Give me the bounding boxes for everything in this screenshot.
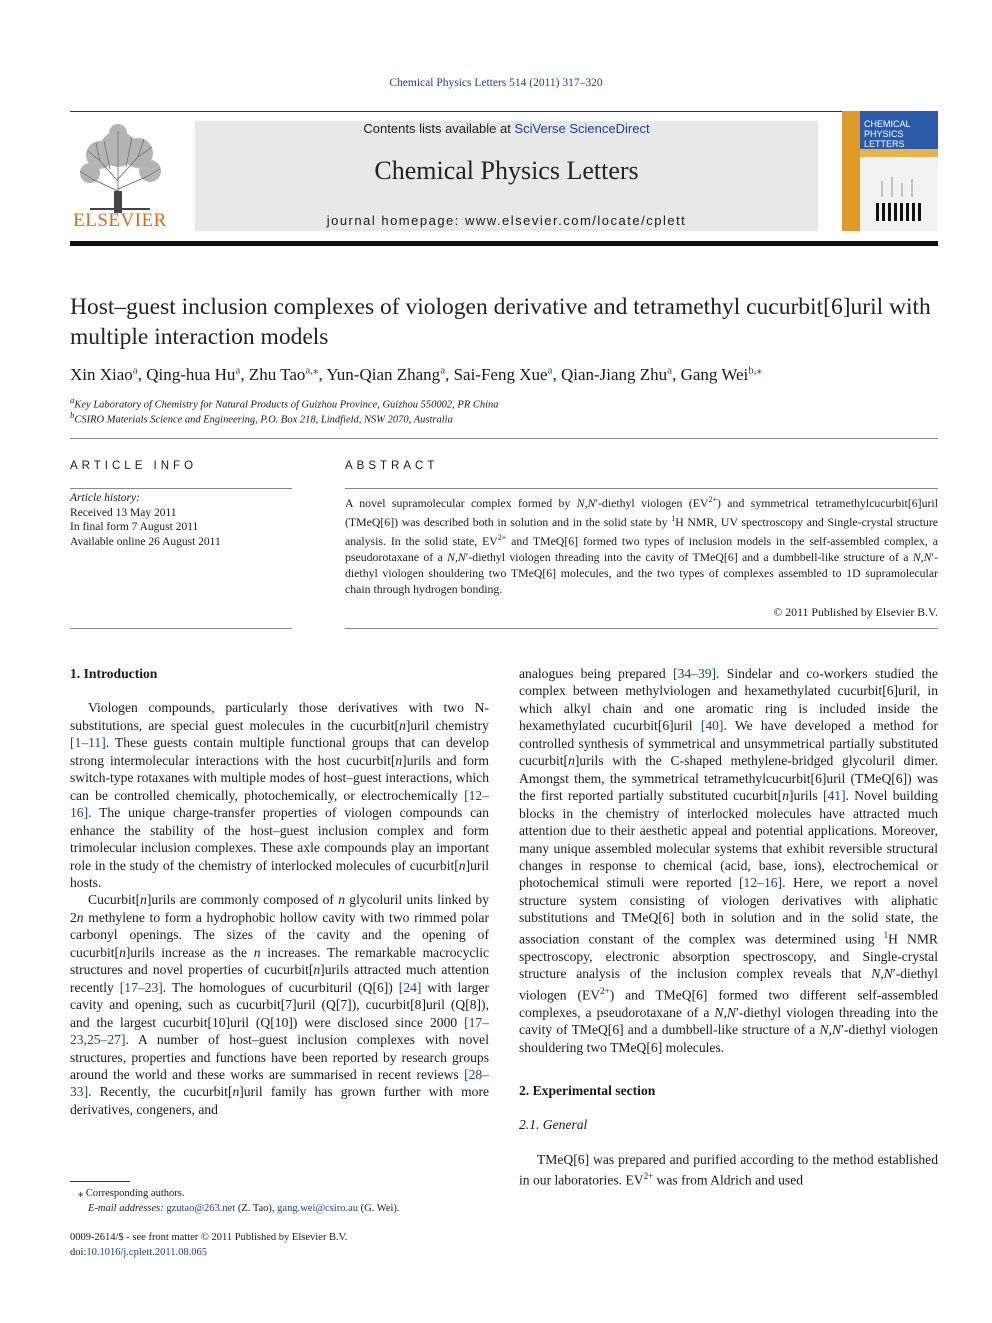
divider	[345, 488, 938, 489]
journal-cover[interactable]	[842, 111, 938, 231]
article-info-heading: ARTICLE INFO	[70, 460, 198, 472]
history-final: In final form 7 August 2011	[70, 521, 199, 533]
article-title: Host–guest inclusion complexes of viologen derivative and tetramethyl cucurbit[6]uril with multiple interaction models	[70, 294, 931, 350]
citation-link[interactable]: [12–16]	[70, 787, 489, 821]
author[interactable]: Qing-hua Hu$^a$,	[146, 364, 245, 384]
journal-reference[interactable]: Chemical Physics Letters 514 (2011) 317–320	[389, 77, 603, 89]
paragraph: analogues being prepared [34–39]. Sindelar and co-workers studied the complex between methylviologen and hexamethylated cucurbit[6]uril, in which alkyl chain and one aromatic ring is included inside the hexamethylated cucurbit[6]uril [40]. We have developed a method for controlled synthesis of symmetrical and unsymmetrical partially substituted cucurbit[n]urils with the C-shaped methylene-bridged glycoluril dimer. Amongst them, the symmetrical tetramethylcucurbit[6]uril (TMeQ[6]) was the first reported partially substituted cucurbit[n]urils [41]. Novel building blocks in the chemistry of interlocked molecules have attracted much attention due to their aesthetic appeal and potential applications. Moreover, many unique assembled molecular systems that exhibit reversible structural changes in response to chemical (acid, base, ions), electrochemical or photochemical stimuli were reported [12–16]. Here, we report a novel structure system consisting of viologen derivatives with aliphatic substitutions and TMeQ[6] both in solution and in the solid state, the association constant of the complex was determined using $^1$H NMR spectroscopy, electronic absorption spectroscopy, and Single-crystal structure analysis of the inclusion complex reveals that N,N′-diethyl viologen $(EV^{2+})$ and TMeQ[6] formed two different self-assembled complexes, a pseudorotaxane of a N,N′-diethyl viologen threading into the cavity of TMeQ[6] and a dumbbell-like structure of a N,N′-diethyl viologen shouldering two TMeQ[6] molecules.	[519, 666, 939, 1055]
email-note: E-mail addresses: gzutao@263.net (Z. Tao), gang.wei@csiro.au (G. Wei).	[88, 1203, 400, 1214]
header-top-rule	[70, 111, 938, 112]
affiliation: $^a$Key Laboratory of Chemistry for Natural Products of Guizhou Province, Guizhou 550002, PR China	[70, 395, 499, 411]
footnote-rule	[70, 1181, 130, 1182]
section-heading: 2. Experimental section	[519, 1083, 656, 1099]
history-received: Received 13 May 2011	[70, 506, 177, 519]
divider	[70, 628, 292, 629]
cover-title-line1: CHEMICAL	[864, 119, 911, 129]
front-matter	[70, 1231, 490, 1260]
abstract-heading: ABSTRACT	[345, 460, 439, 472]
citation-link[interactable]: [40]	[700, 718, 724, 734]
affiliation: $^b$CSIRO Materials Science and Engineering, P.O. Box 218, Lindfield, NSW 2070, Australia	[70, 410, 453, 426]
corresponding-note: ⁎ Corresponding authors.	[78, 1188, 185, 1199]
section-heading: 1. Introduction	[70, 666, 158, 681]
article-history	[70, 491, 292, 549]
email-link[interactable]: gang.wei@csiro.au	[277, 1203, 358, 1214]
journal-homepage[interactable]: journal homepage: www.elsevier.com/locate/cplett	[326, 213, 687, 228]
email-link[interactable]: gzutao@263.net	[166, 1203, 236, 1214]
divider	[70, 488, 292, 489]
citation-link[interactable]: [12–16]	[739, 875, 783, 891]
body-column-left	[70, 665, 489, 1118]
contents-line: Contents lists available at SciVerse ScienceDirect	[363, 121, 650, 136]
journal-title: Chemical Physics Letters	[374, 156, 639, 185]
history-label: Article history:	[70, 492, 140, 504]
author-list	[70, 363, 938, 385]
paragraph: Cucurbit[n]urils are commonly composed of n glycoluril units linked by 2n methylene to form a hydrophobic hollow cavity with two rimmed polar carbonyl openings. The sizes of the cavity and the opening of cucurbit[n]urils increase as the n increases. The remarkable macrocyclic structures and novel properties of cucurbit[n]urils attracted much attention recently [17–23]. The homologues of cucurbituril (Q[6]) [24] with larger cavity and opening, such as cucurbit[7]uril (Q[7]), cucurbit[8]uril (Q[8]), and the largest cucurbit[10]uril (Q[10]) were disclosed since 2000 [17–23,25–27]. A number of host–guest inclusion complexes with novel structures, properties and functions have been reported by research groups around the world and these works are summarised in recent reviews [28–33]. Recently, the cucurbit[n]uril family has grown further with more derivatives, congeners, and	[70, 892, 490, 1117]
paragraph: TMeQ[6] was prepared and purified according to the method established in our laboratories. $EV^{2+}$ was from Aldrich and used	[519, 1151, 938, 1188]
author[interactable]: Xin Xiao$^a$,	[70, 364, 142, 384]
citation-link[interactable]: [34–39]	[673, 666, 717, 681]
paragraph: Viologen compounds, particularly those derivatives with two N-substitutions, are special guest molecules in the cucurbit[n]uril chemistry [1–11]. These guests contain multiple functional groups that can develop strong intermolecular interactions with the host cucurbit[n]urils and form switch-type rotaxanes with multiple modes of host–guest interactions, which can be controlled chemically, photochemically, or electrochemically [12–16]. The unique charge-transfer properties of viologen compounds can enhance the stability of the host–guest inclusion complex and form trimolecular inclusion complexes. These axle compounds play an important role in the study of the chemistry of interlocked molecules of cucurbit[n]uril hosts.	[70, 700, 489, 890]
sciencedirect-link[interactable]: SciVerse ScienceDirect	[514, 121, 650, 136]
elsevier-logo	[70, 121, 170, 233]
doi-line: doi:10.1016/j.cplett.2011.08.065	[70, 1246, 207, 1258]
abstract-text: A novel supramolecular complex formed by N,N′-diethyl viologen $(EV^{2+})$ and symmetrical tetramethylcucurbit[6]uril (TMeQ[6]) was described both in solution and in the solid state by $^1$H NMR, UV spectroscopy and Single-crystal structure analysis. In the solid state, $EV^{2+}$ and TMeQ[6] formed two types of inclusion models in the self-assembled complex, a pseudorotaxane of a N,N′-diethyl viologen threading into the cavity of TMeQ[6] and a dumbbell-like structure of a N,N′-diethyl viologen shouldering two TMeQ[6] molecules, and the two types of complexes assembled to 1D supramolecular chain through hydrogen bonding.	[345, 495, 938, 596]
cover-title-line2: PHYSICS	[864, 129, 904, 139]
issn-line: 0009-2614/$ - see front matter © 2011 Published by Elsevier B.V.	[70, 1232, 348, 1243]
cover-title-line3: LETTERS	[864, 139, 905, 149]
citation-link[interactable]: [41]	[822, 788, 846, 804]
author[interactable]: Yun-Qian Zhang$^a$,	[326, 364, 450, 384]
author[interactable]: Qian-Jiang Zhu$^a$,	[560, 364, 677, 384]
citation-link[interactable]: [17–23]	[119, 979, 163, 995]
citation-link[interactable]: [17–23,25–27]	[70, 1014, 489, 1048]
citation-link[interactable]: [24]	[398, 979, 422, 995]
author[interactable]: Zhu Tao$^{a,⁎}$,	[248, 364, 323, 384]
author[interactable]: Sai-Feng Xue$^a$,	[453, 364, 557, 384]
header-bottom-rule	[70, 241, 938, 246]
history-online: Available online 26 August 2011	[70, 535, 221, 548]
abstract-copyright: © 2011 Published by Elsevier B.V.	[773, 605, 938, 619]
divider	[345, 628, 938, 629]
doi-link[interactable]: 10.1016/j.cplett.2011.08.065	[86, 1246, 207, 1258]
elsevier-wordmark: ELSEVIER	[73, 210, 167, 231]
author[interactable]: Gang Wei$^{b,⁎}$	[680, 364, 763, 384]
citation-link[interactable]: [1–11]	[70, 735, 106, 751]
body-column-right	[519, 665, 938, 1189]
footnotes	[70, 1186, 490, 1216]
subsection-heading: 2.1. General	[519, 1117, 588, 1133]
citation-link[interactable]: [28–33]	[70, 1066, 489, 1100]
divider	[70, 438, 938, 439]
